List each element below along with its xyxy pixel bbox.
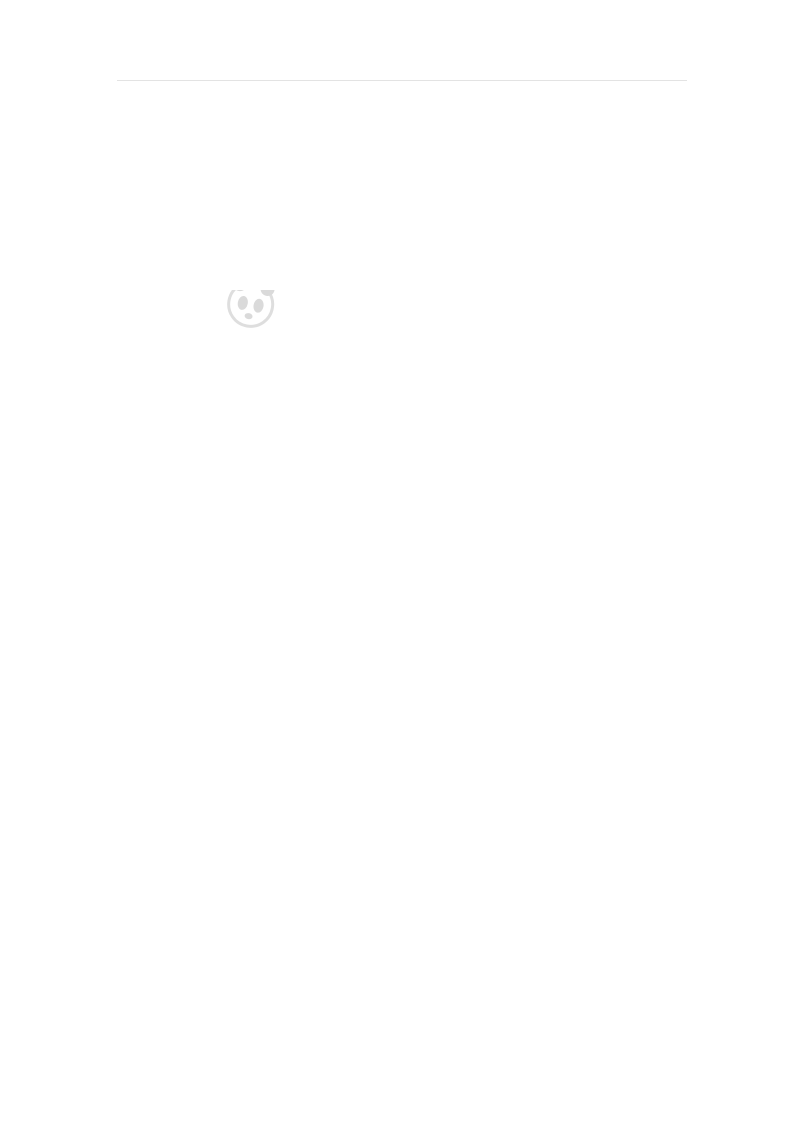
divider [117,80,687,81]
watermark [215,290,435,420]
document-body [117,60,687,118]
watermark-logo [215,290,435,420]
panda-icon [225,290,276,330]
